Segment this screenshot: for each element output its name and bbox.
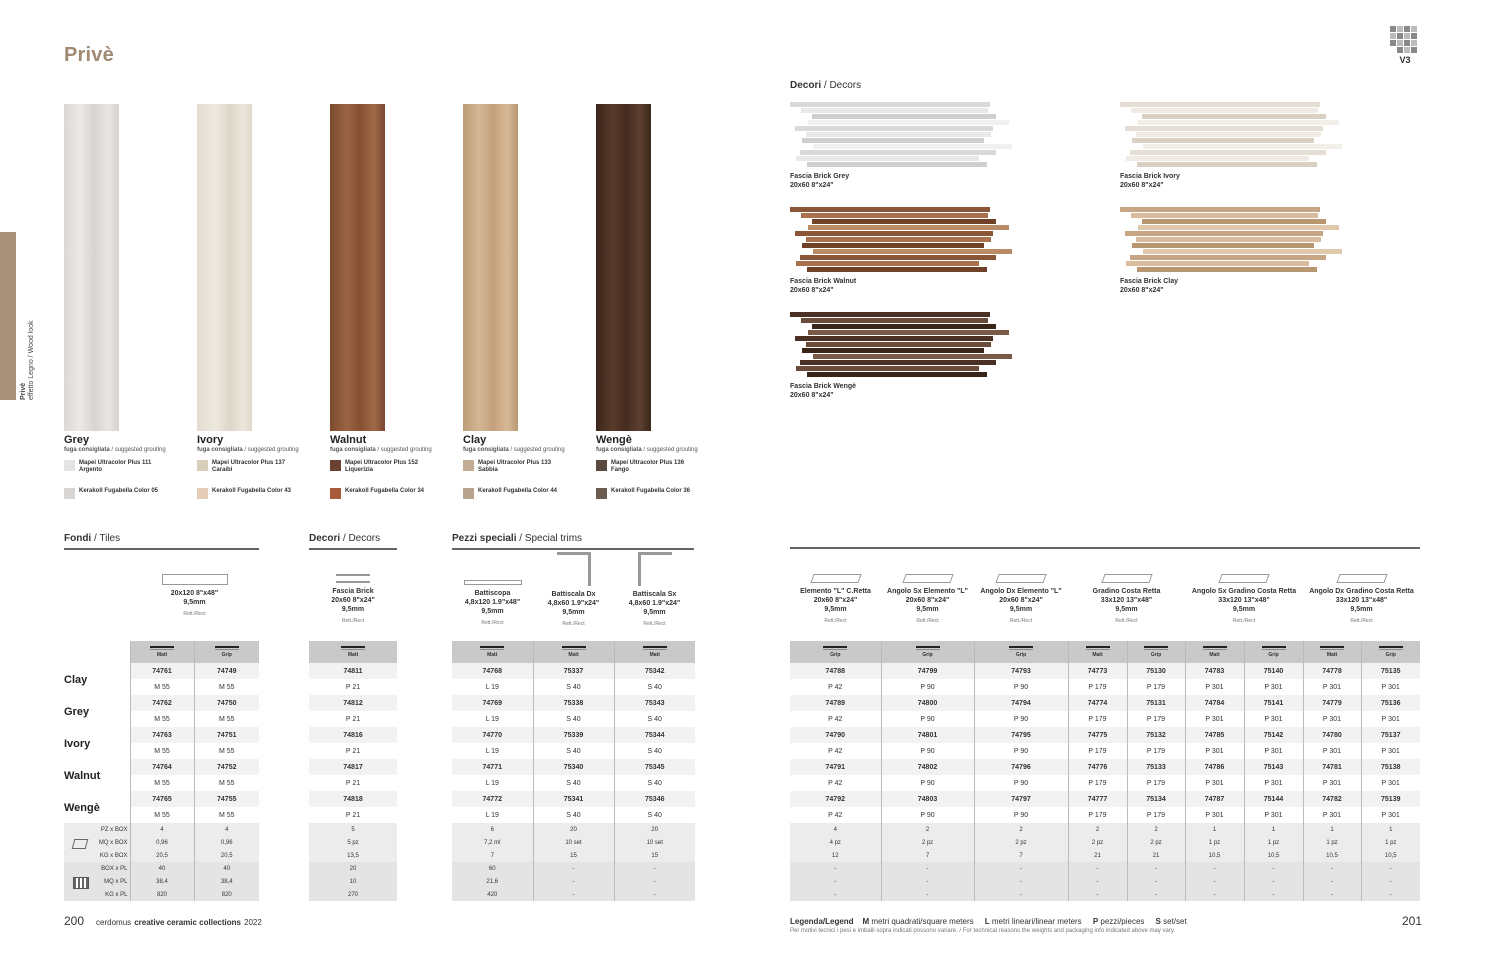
finish-header: Matt bbox=[452, 641, 533, 663]
pallet-row: 270 bbox=[309, 888, 397, 901]
finish-header: Matt bbox=[614, 641, 695, 663]
table-row: L 19 S 40 S 40 bbox=[452, 807, 695, 823]
pack-row: MQ x BOX 0,96 0,96 bbox=[64, 836, 259, 849]
finish-header: Grip bbox=[974, 641, 1068, 663]
table-row: 74817 bbox=[309, 759, 397, 775]
trim-icon bbox=[995, 574, 1046, 583]
product-size: 4,8x120 1.9"x48" bbox=[464, 599, 521, 606]
table-row: 74788 74799 74793 74773 75130 74783 75140 74778 75135 bbox=[790, 663, 1420, 679]
table-row: M 55 M 55 bbox=[64, 743, 259, 759]
plank-walnut bbox=[330, 104, 385, 431]
product-name: Battiscala Sx bbox=[632, 591, 677, 598]
variant-name: Ivory bbox=[197, 434, 224, 446]
product-header-6 bbox=[881, 570, 974, 626]
product-name: Battiscala Dx bbox=[551, 591, 596, 598]
grout-swatch bbox=[330, 488, 341, 499]
table-row: P 21 bbox=[345, 811, 361, 819]
decor-caption: Fascia Brick Walnut 20x60 8"x24" bbox=[790, 278, 857, 294]
product-thickness: 9,5mm bbox=[1350, 606, 1373, 613]
section-decori: Decori / Decors bbox=[309, 533, 397, 550]
pack-label: PZ x BOX bbox=[100, 826, 128, 833]
table-row: 74772 75341 75346 bbox=[452, 791, 695, 807]
product-thickness: 9,5mm bbox=[1232, 606, 1256, 613]
table-row: 74789 74800 74794 74774 75131 74784 75141 74779 75136 bbox=[790, 695, 1420, 711]
grouting-label: fuga consigliata / suggested grouting bbox=[64, 447, 166, 453]
product-name: Angolo Dx Elemento "L" bbox=[980, 588, 1062, 595]
pack-row: 7 15 15 bbox=[452, 849, 695, 862]
grout-kerakoll: Kerakoll Fugabella Color 44 bbox=[463, 488, 591, 499]
pack-row: 4 2 2 2 2 1 1 1 1 bbox=[790, 823, 1420, 836]
grout-swatch bbox=[596, 460, 607, 471]
grout-kerakoll: Kerakoll Fugabella Color 05 bbox=[64, 488, 192, 499]
table-row: L 19 S 40 S 40 bbox=[452, 679, 695, 695]
table-tbl_pezzi bbox=[452, 641, 695, 901]
side-label: Privè effetto Legno / Wood look bbox=[20, 320, 35, 400]
brick-image bbox=[790, 102, 1030, 168]
variant-name: Wengè bbox=[596, 434, 632, 446]
table-row: M 55 M 55 bbox=[64, 679, 259, 695]
finish-header: Matt bbox=[309, 641, 397, 663]
product-name: Angolo Sx Elemento "L" bbox=[887, 588, 968, 595]
product-name: Elemento "L" C.Retta bbox=[800, 588, 871, 595]
rectified-label: Rett./Rect bbox=[481, 620, 504, 626]
variant-2 bbox=[330, 434, 458, 499]
pack-label: BOX x PL bbox=[101, 865, 128, 872]
table-row: P 21 bbox=[345, 715, 361, 723]
table-row: M 55 M 55 bbox=[64, 807, 259, 823]
variant-4 bbox=[596, 434, 724, 499]
variant-name: Walnut bbox=[330, 434, 367, 446]
trim-icon bbox=[1101, 574, 1152, 583]
legend: Legenda/Legend M metri quadrati/square meters L metri lineari/linear meters P pezzi/pieces S set/set Per motivi tecnici i pesi e imballi sopra indicati possono variare. / For technical reasons the weights and packaging info indicated above may vary. bbox=[790, 917, 1187, 934]
grouting-label: fuga consigliata / suggested grouting bbox=[197, 447, 299, 453]
grout-mapei: Mapei Ultracolor Plus 133 Sabbia bbox=[463, 460, 591, 484]
finish-header: Matt bbox=[1303, 641, 1361, 663]
grout-swatch bbox=[596, 488, 607, 499]
trim-icon bbox=[638, 552, 672, 586]
product-size: 20x60 8"x24" bbox=[813, 597, 858, 604]
table-row: P 42 P 90 P 90 P 179 P 179 P 301 P 301 P 301 P 301 bbox=[790, 807, 1420, 823]
trim-icon bbox=[810, 574, 861, 583]
rectified-label: Rett./Rect bbox=[183, 611, 206, 617]
pallet-row: 60 - - bbox=[452, 862, 695, 875]
page-title: Privè bbox=[64, 44, 114, 66]
table-row: 74761 74749 bbox=[64, 663, 259, 679]
legend-note: Per motivi tecnici i pesi e imballi sopra indicati possono variare. / For technical reasons the weights and packaging info indicated above may vary. bbox=[790, 928, 1176, 934]
pack-row: 5 pz bbox=[309, 836, 397, 849]
plank-wenge bbox=[596, 104, 651, 431]
product-size: 4,8x60 1.9"x24" bbox=[547, 600, 600, 607]
grout-swatch bbox=[330, 460, 341, 471]
finish-header: Grip bbox=[790, 641, 881, 663]
decor-caption: Fascia Brick Clay 20x60 8"x24" bbox=[1120, 278, 1178, 294]
section-pezzi: Pezzi speciali / Special trims bbox=[452, 533, 694, 550]
rectified-label: Rett./Rect bbox=[643, 621, 666, 627]
pallet-row: KG x PL 820 820 bbox=[64, 888, 259, 901]
product-header-7 bbox=[974, 570, 1068, 626]
table-row: 74771 75340 75345 bbox=[452, 759, 695, 775]
product-size: 33x120 13"x48" bbox=[1218, 597, 1270, 604]
grout-mapei: Mapei Ultracolor Plus 111 Argento bbox=[64, 460, 192, 484]
rectified-label: Rett./Rect bbox=[824, 618, 847, 624]
brick-image bbox=[1120, 102, 1360, 168]
table-row: 74792 74803 74797 74777 75134 74787 75144 74782 75139 bbox=[790, 791, 1420, 807]
row-label: Walnut bbox=[64, 770, 101, 782]
pallet-row: 420 - - bbox=[452, 888, 695, 901]
brick-image bbox=[1120, 207, 1360, 273]
finish-header: Grip bbox=[881, 641, 974, 663]
finish-header: Matt bbox=[533, 641, 614, 663]
pack-label: MQ x BOX bbox=[98, 839, 128, 846]
pack-row: 5 bbox=[309, 823, 397, 836]
rectified-label: Rett./Rect bbox=[1009, 618, 1033, 624]
product-name: Battiscopa bbox=[474, 590, 511, 597]
grouting-label: fuga consigliata / suggested grouting bbox=[596, 447, 698, 453]
product-thickness: 9,5mm bbox=[183, 599, 206, 606]
side-tab bbox=[0, 232, 16, 400]
trim-icon bbox=[464, 580, 522, 585]
product-header-2 bbox=[452, 552, 533, 628]
grout-mapei: Mapei Ultracolor Plus 137 Caraibi bbox=[197, 460, 325, 484]
rectified-label: Rett./Rect bbox=[562, 621, 585, 627]
variant-3 bbox=[463, 434, 591, 499]
pack-row: PZ x BOX 4 4 bbox=[64, 823, 259, 836]
product-header-1 bbox=[309, 570, 397, 626]
trim-icon bbox=[557, 552, 591, 586]
grout-swatch bbox=[197, 460, 208, 471]
table-row: 74763 74751 bbox=[64, 727, 259, 743]
pack-row: KG x BOX 20,5 20,5 bbox=[64, 849, 259, 862]
table-row: L 19 S 40 S 40 bbox=[452, 711, 695, 727]
pallet-row: - - - - - - - - - bbox=[790, 875, 1420, 888]
pallet-row: 10 bbox=[309, 875, 397, 888]
pallet-row: - - - - - - - - - bbox=[790, 862, 1420, 875]
pallet-row: - - - - - - - - - bbox=[790, 888, 1420, 901]
grout-swatch bbox=[463, 488, 474, 499]
box-icon bbox=[72, 839, 89, 849]
decor-4 bbox=[790, 312, 1030, 400]
product-thickness: 9,5mm bbox=[824, 606, 847, 613]
plank-ivory bbox=[197, 104, 252, 431]
trim-icon bbox=[1336, 574, 1387, 583]
table-row: P 42 P 90 P 90 P 179 P 179 P 301 P 301 P 301 P 301 bbox=[790, 711, 1420, 727]
rectified-label: Rett./Rect bbox=[1232, 618, 1256, 624]
variant-1 bbox=[197, 434, 325, 499]
grouting-label: fuga consigliata / suggested grouting bbox=[463, 447, 565, 453]
product-thickness: 9,5mm bbox=[481, 608, 504, 615]
pack-label: MQ x PL bbox=[104, 878, 128, 885]
grout-swatch bbox=[64, 488, 75, 499]
finish-header: Matt bbox=[1185, 641, 1244, 663]
product-name: Angolo Dx Gradino Costa Retta bbox=[1309, 588, 1414, 595]
product-thickness: 9,5mm bbox=[643, 609, 666, 616]
table-row: P 42 P 90 P 90 P 179 P 179 P 301 P 301 P 301 P 301 bbox=[790, 743, 1420, 759]
product-thickness: 9,5mm bbox=[1115, 606, 1138, 613]
finish-header: Grip bbox=[1127, 641, 1185, 663]
product-size: 20x60 8"x24" bbox=[905, 597, 950, 604]
pack-row: 13,5 bbox=[309, 849, 397, 862]
variant-0 bbox=[64, 434, 192, 499]
table-row: 74816 bbox=[309, 727, 397, 743]
decori-heading: Decori / Decors bbox=[790, 80, 862, 91]
table-row: 74790 74801 74795 74775 75132 74785 75142 74780 75137 bbox=[790, 727, 1420, 743]
product-thickness: 9,5mm bbox=[1009, 606, 1033, 613]
product-size: 20x60 8"x24" bbox=[999, 597, 1043, 604]
table-row: M 55 M 55 bbox=[64, 711, 259, 727]
table-row: 74762 74750 bbox=[64, 695, 259, 711]
plank-clay bbox=[463, 104, 518, 431]
pallet-row: MQ x PL 38,4 38,4 bbox=[64, 875, 259, 888]
table-row: P 21 bbox=[345, 779, 361, 787]
decor-caption: Fascia Brick Wengè 20x60 8"x24" bbox=[790, 383, 857, 399]
table-row: 74811 bbox=[309, 663, 397, 679]
product-name: Angolo Sx Gradino Costa Retta bbox=[1191, 588, 1297, 595]
table-row: L 19 S 40 S 40 bbox=[452, 775, 695, 791]
product-name: Gradino Costa Retta bbox=[1092, 588, 1161, 595]
product-size: 33x120 13"x48" bbox=[1335, 597, 1388, 604]
decor-1 bbox=[1120, 102, 1360, 190]
finish-header: Matt bbox=[1068, 641, 1127, 663]
grout-kerakoll: Kerakoll Fugabella Color 36 bbox=[596, 488, 724, 499]
page-number-right: 201 bbox=[1402, 914, 1423, 928]
grid-icon bbox=[1390, 26, 1420, 53]
pallet-row: BOX x PL 40 40 bbox=[64, 862, 259, 875]
table-row: 74764 74752 bbox=[64, 759, 259, 775]
table-row: 74768 75337 75342 bbox=[452, 663, 695, 679]
divider bbox=[790, 547, 1420, 549]
product-thickness: 9,5mm bbox=[562, 609, 585, 616]
trim-icon bbox=[336, 574, 370, 583]
grout-swatch bbox=[197, 488, 208, 499]
product-thickness: 9,5mm bbox=[341, 606, 365, 613]
grout-mapei: Mapei Ultracolor Plus 152 Liquerizia bbox=[330, 460, 458, 484]
table-row: 74770 75339 75344 bbox=[452, 727, 695, 743]
pack-row: 7,2 ml 10 set 10 set bbox=[452, 836, 695, 849]
finish-header: Grip bbox=[1361, 641, 1420, 663]
product-size: 20x60 8"x24" bbox=[331, 597, 375, 604]
decor-caption: Fascia Brick Ivory 20x60 8"x24" bbox=[1120, 173, 1180, 189]
decor-caption: Fascia Brick Grey 20x60 8"x24" bbox=[790, 173, 850, 189]
pack-row: 12 7 7 21 21 10,5 10,5 10,5 10,5 bbox=[790, 849, 1420, 862]
table-row: 74765 74755 bbox=[64, 791, 259, 807]
pack-row: 4 pz 2 pz 2 pz 2 pz 2 pz 1 pz 1 pz 1 pz 1 pz bbox=[790, 836, 1420, 849]
decor-2 bbox=[790, 207, 1030, 295]
table-row: P 21 bbox=[345, 683, 361, 691]
trim-icon bbox=[1218, 574, 1269, 583]
table-row: 74812 bbox=[309, 695, 397, 711]
decor-3 bbox=[1120, 207, 1360, 295]
variant-name: Grey bbox=[64, 434, 90, 446]
row-label: Clay bbox=[64, 674, 88, 686]
table-row: P 42 P 90 P 90 P 179 P 179 P 301 P 301 P 301 P 301 bbox=[790, 775, 1420, 791]
brick-image bbox=[790, 312, 1030, 378]
table-row: P 42 P 90 P 90 P 179 P 179 P 301 P 301 P 301 P 301 bbox=[790, 679, 1420, 695]
rectified-label: Rett./Rect bbox=[341, 618, 365, 624]
product-header-4 bbox=[614, 552, 695, 629]
rectified-label: Rett./Rect bbox=[916, 618, 939, 624]
finish-header: Grip bbox=[1244, 641, 1303, 663]
grout-swatch bbox=[64, 460, 75, 471]
table-row: 74818 bbox=[309, 791, 397, 807]
product-header-9 bbox=[1185, 570, 1303, 626]
table-tbl_decori bbox=[309, 641, 397, 901]
product-header-5 bbox=[790, 570, 881, 626]
finish-header: Matt bbox=[130, 641, 194, 663]
pack-label: KG x BOX bbox=[99, 852, 128, 859]
grout-kerakoll: Kerakoll Fugabella Color 34 bbox=[330, 488, 458, 499]
pallet-icon bbox=[73, 877, 89, 889]
product-header-0 bbox=[130, 570, 259, 619]
row-label: Wengè bbox=[64, 802, 100, 814]
product-size: 20x120 8"x48" bbox=[170, 590, 219, 597]
table-row: 74769 75338 75343 bbox=[452, 695, 695, 711]
brick-image bbox=[790, 207, 1030, 273]
v3-badge: V3 bbox=[1390, 26, 1420, 65]
rectified-label: Rett./Rect bbox=[1350, 618, 1373, 624]
product-size: 4,8x60 1.9"x24" bbox=[628, 600, 681, 607]
table-row: M 55 M 55 bbox=[64, 775, 259, 791]
variant-name: Clay bbox=[463, 434, 487, 446]
grout-mapei: Mapei Ultracolor Plus 136 Fango bbox=[596, 460, 724, 484]
section-fondi: Fondi / Tiles bbox=[64, 533, 259, 550]
grouting-label: fuga consigliata / suggested grouting bbox=[330, 447, 432, 453]
table-row: P 21 bbox=[345, 747, 361, 755]
row-label: Ivory bbox=[64, 738, 91, 750]
grout-swatch bbox=[463, 460, 474, 471]
product-name: Fascia Brick bbox=[332, 588, 374, 595]
table-row: L 19 S 40 S 40 bbox=[452, 743, 695, 759]
rectified-label: Rett./Rect bbox=[1115, 618, 1138, 624]
trim-icon bbox=[902, 574, 953, 583]
product-header-10 bbox=[1303, 570, 1420, 626]
plank-grey bbox=[64, 104, 119, 431]
decor-0 bbox=[790, 102, 1030, 190]
table-row: 74791 74802 74796 74776 75133 74786 75143 74781 75138 bbox=[790, 759, 1420, 775]
pack-row: 6 20 20 bbox=[452, 823, 695, 836]
product-header-8 bbox=[1068, 570, 1185, 626]
pallet-row: 21,6 - - bbox=[452, 875, 695, 888]
pack-label: KG x PL bbox=[105, 891, 128, 898]
table-tbl_right bbox=[790, 641, 1420, 901]
product-header-3 bbox=[533, 552, 614, 629]
product-thickness: 9,5mm bbox=[916, 606, 939, 613]
trim-icon bbox=[162, 574, 228, 585]
grout-kerakoll: Kerakoll Fugabella Color 43 bbox=[197, 488, 325, 499]
product-size: 33x120 13"x48" bbox=[1100, 597, 1153, 604]
finish-header: Grip bbox=[194, 641, 259, 663]
footer-left: 200 cerdomus creative ceramic collections 2022 bbox=[64, 914, 262, 928]
row-label: Grey bbox=[64, 706, 90, 718]
pallet-row: 20 bbox=[309, 862, 397, 875]
